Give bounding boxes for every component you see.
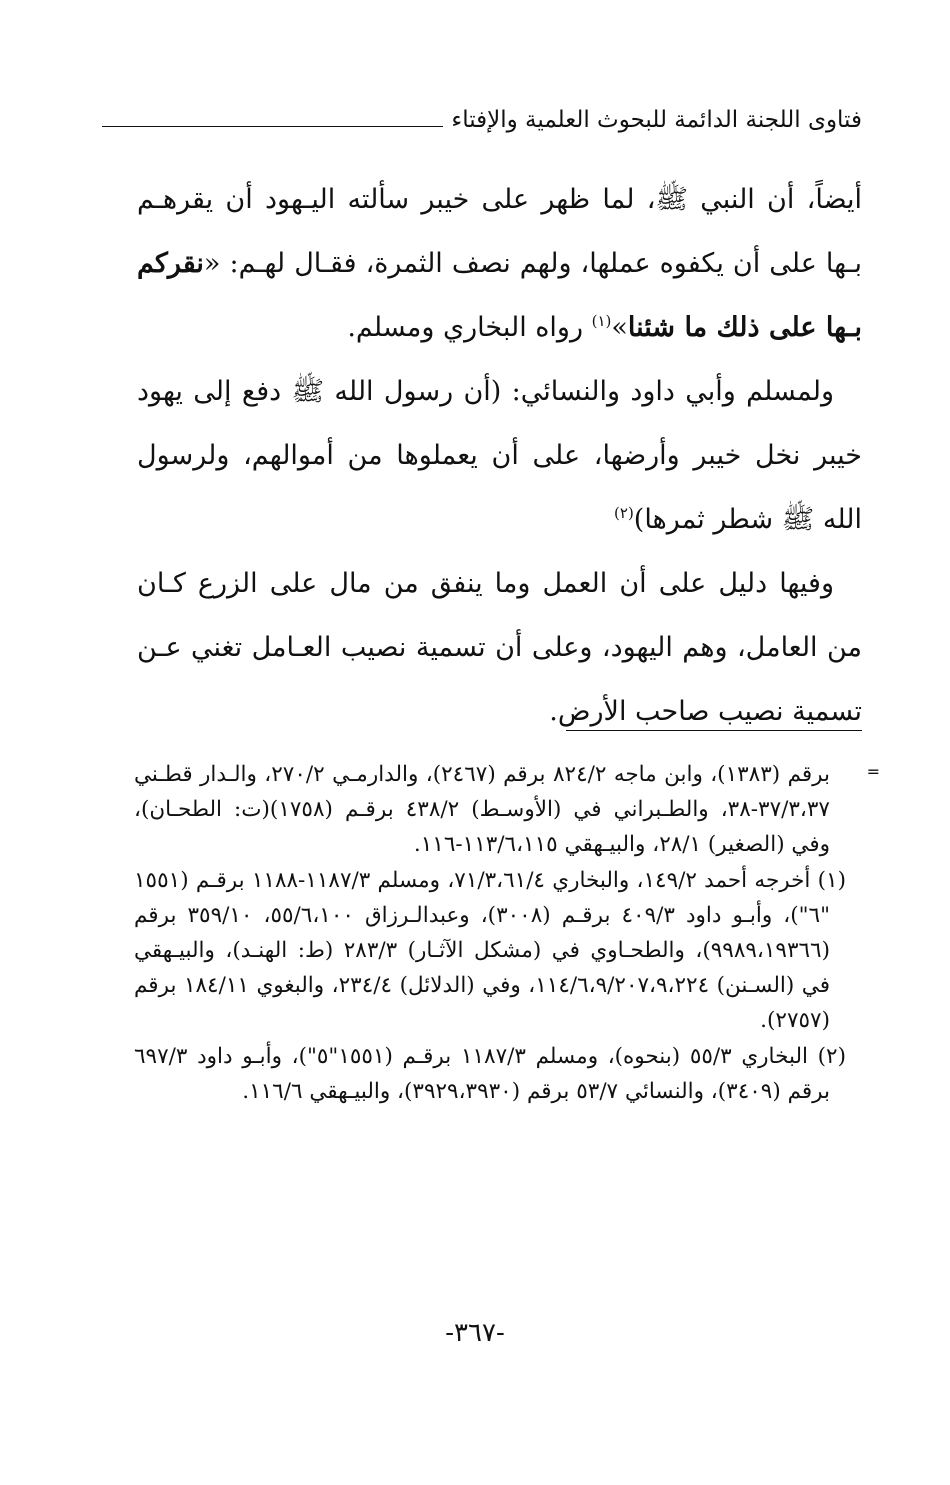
- footnote-2: (٢) البخاري ٥٥/٣ (بنحوه)، ومسلم ١١٨٧/٣ برقـم (١٥٥١"٥")، وأبـو داود ٦٩٧/٣ برقم (٣٤٠٩)، والنسائي ٥٣/٧ برقم (٣٩٢٩،٣٩٣٠)، والبيـهقي ١١٦/٦.: [134, 1043, 846, 1104]
- paragraph-1-quote-close: »: [611, 312, 628, 343]
- page-number: -٣٦٧-: [445, 1318, 505, 1348]
- footnote-separator: [566, 730, 862, 731]
- paragraph-3: وفيها دليل على أن العمل وما ينفق من مال على الزرع كـان من العامل، وهم اليهود، وعلى أن تسمية نصيب العـامل تغني عـن تسمية نصيب صاحب الأرض.: [137, 568, 862, 727]
- footnotes: [134, 757, 846, 1109]
- paragraph-1-text-c: رواه البخاري ومسلم.: [347, 312, 592, 343]
- paragraph-2: [137, 360, 862, 552]
- footnote-ref-2[interactable]: (٢): [614, 504, 634, 522]
- footnote-continuation: برقم (١٣٨٣)، وابن ماجه ٨٢٤/٢ برقم (٢٤٦٧)، والدارمـي ٢٧٠/٢، والـدار قطـني ٣٧/٣،٣٧-٣٨، والطـبراني في (الأوسـط) ٤٣٨/٢ برقـم (١٧٥٨)(ت: الطحـان)، وفي (الصغير) ٢٨/١، والبيـهقي ١١٣/٦،١١٥-١١٦.: [134, 762, 830, 858]
- continuation-marker: =: [866, 762, 880, 781]
- paragraph-2-text: ولمسلم وأبي داود والنسائي: (أن رسول الله ﷺ دفع إلى يهود خيبر نخل خيبر وأرضها، على أن يعملوها من أموالهم، ولرسول الله ﷺ شطر ثمرها): [137, 376, 862, 535]
- footnote-1: (١) أخرجه أحمد ١٤٩/٢، والبخاري ٧١/٣،٦١/٤، ومسلم ١١٨٧/٣-١١٨٨ برقـم (١٥٥١ "٦")، وأبـو داود ٤٠٩/٣ برقـم (٣٠٠٨)، وعبدالـرزاق ٥٥/٦،١٠٠، ٣٥٩/١٠ برقم (٩٩٨٩،١٩٣٦٦)، والطحـاوي في (مشكل الآثـار) ٢٨٣/٣ (ط: الهنـد)، والبيـهقي في (السـنن) ١١٤/٦،٩/٢٠٧،٩،٢٢٤، وفي (الدلائل) ٢٣٤/٤، والبغوي ١٨٤/١١ برقم (٢٧٥٧).: [134, 867, 846, 1034]
- main-text: [137, 168, 862, 744]
- header-title: فتاوى اللجنة الدائمة للبحوث العلمية والإفتاء: [451, 107, 862, 133]
- running-header: [102, 98, 862, 142]
- header-rule: [102, 126, 443, 127]
- paragraph-1: [137, 168, 862, 360]
- paragraph-1-text-a: أيضاً، أن النبي ﷺ، لما ظهر على خيبر سألته اليـهود أن يقرهـم بـها على أن يكفوه عملها، ولهم نصف الثمرة، فقـال لهـم: «: [137, 184, 862, 279]
- footnote-ref-1[interactable]: (١): [591, 312, 612, 330]
- hadith-quote: نقركم بـها على ذلك ما شئنا: [137, 248, 862, 343]
